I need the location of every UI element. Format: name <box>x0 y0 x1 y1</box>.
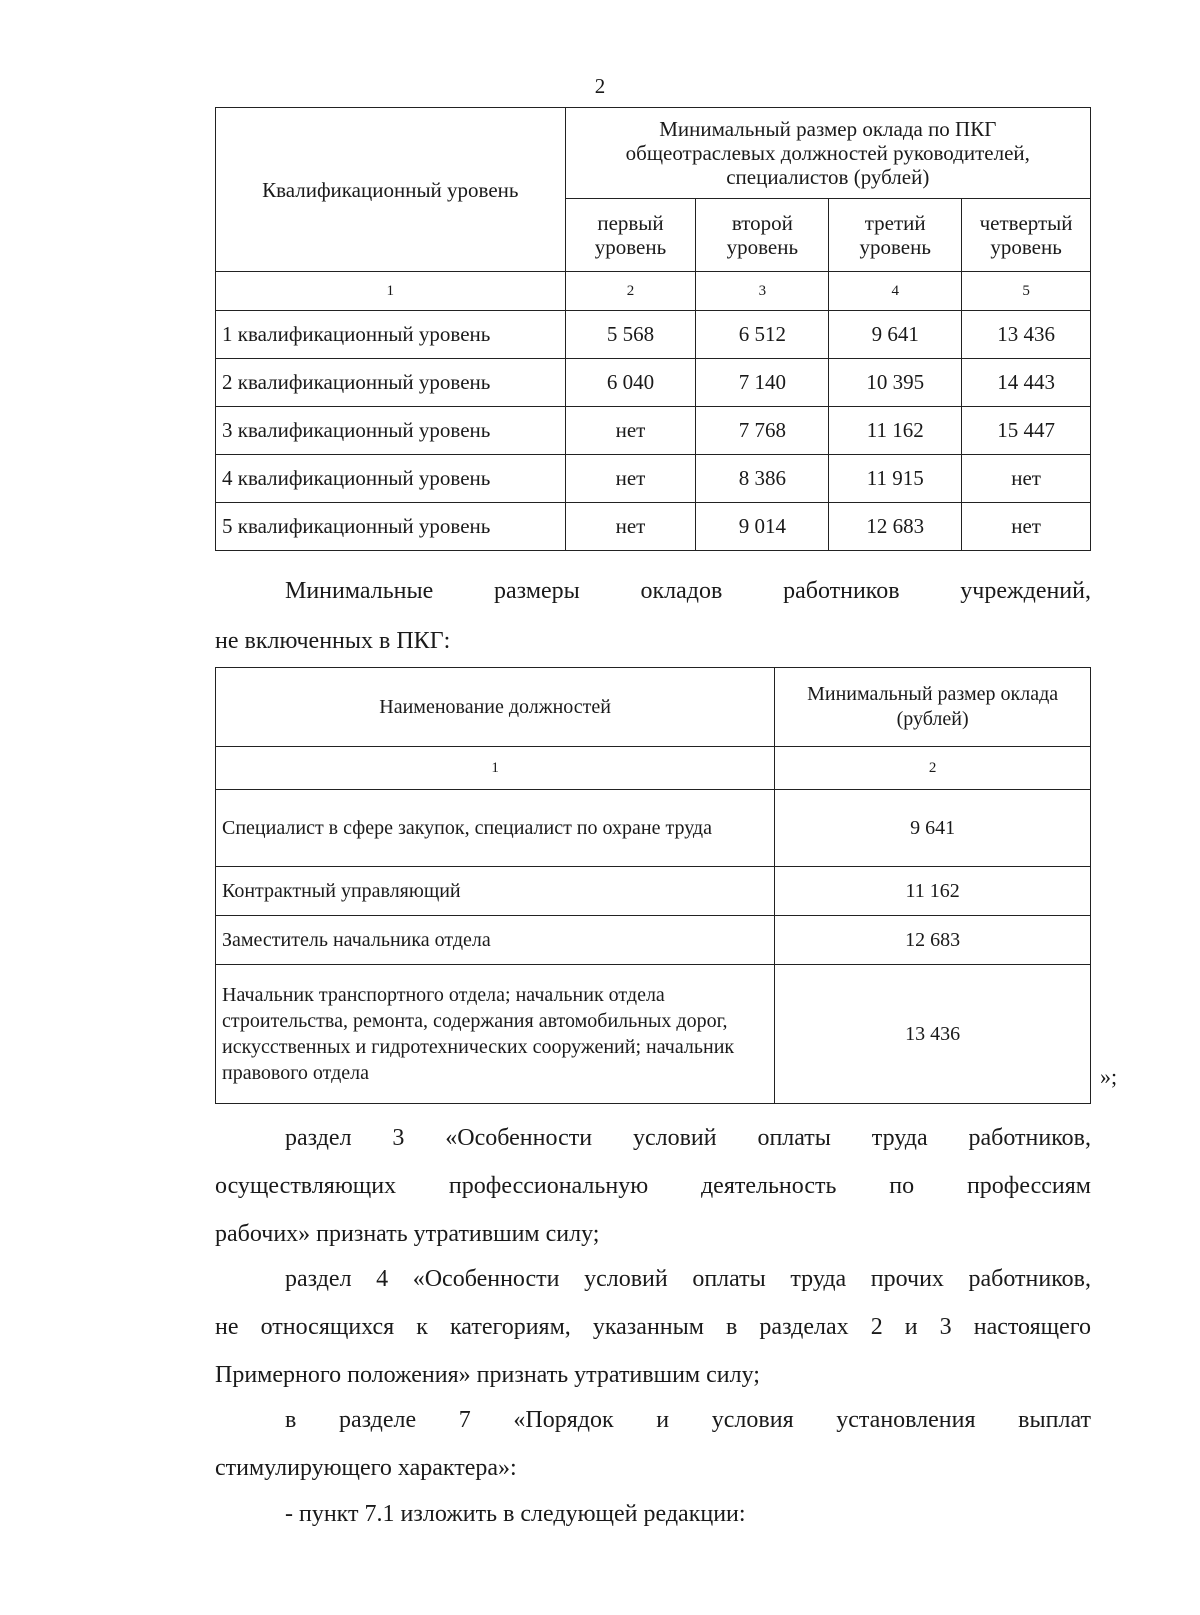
word: «Особенности <box>445 1125 593 1151</box>
word: выплат <box>1018 1407 1091 1433</box>
page-number: 2 <box>594 74 606 98</box>
word: Минимальные <box>285 578 434 604</box>
word: оплаты <box>692 1266 766 1292</box>
word: размеры <box>494 578 580 604</box>
section4-paragraph <box>215 1255 1091 1399</box>
word: настоящего <box>973 1314 1091 1340</box>
text-line <box>215 1303 1091 1351</box>
paragraph-intro-line2: не включенных в ПКГ: <box>215 628 451 654</box>
header-level: Квалификационный уровень <box>216 108 566 272</box>
header-sub: четвертый уровень <box>962 199 1091 272</box>
header-sub: третий уровень <box>829 199 962 272</box>
level-cell: 2 квалификационный уровень <box>216 359 566 407</box>
word: 2 <box>870 1314 883 1340</box>
word: условия <box>711 1407 794 1433</box>
word: прочих <box>870 1266 944 1292</box>
word: в <box>285 1407 297 1433</box>
header-sub: первый уровень <box>565 199 696 272</box>
word: разделах <box>759 1314 849 1340</box>
salary-cell: 8 386 <box>696 455 829 503</box>
word: указанным <box>592 1314 704 1340</box>
salary-table-pkg <box>215 107 1091 551</box>
word: окладов <box>640 578 723 604</box>
word: в <box>726 1314 738 1340</box>
col-number: 2 <box>565 272 696 311</box>
word: 3 <box>939 1314 952 1340</box>
salary-cell: 12 683 <box>829 503 962 551</box>
salary-cell: 11 162 <box>775 867 1091 916</box>
word: раздел <box>285 1266 352 1292</box>
word: оплаты <box>757 1125 831 1151</box>
level-cell: 4 квалификационный уровень <box>216 455 566 503</box>
paragraph-intro-line1 <box>215 578 1091 605</box>
table-row <box>216 407 1091 455</box>
table-row <box>216 359 1091 407</box>
position-name: Специалист в сфере закупок, специалист по охране труда <box>216 790 775 867</box>
word: относящихся <box>260 1314 395 1340</box>
salary-cell: 13 436 <box>962 311 1091 359</box>
salary-cell: 6 512 <box>696 311 829 359</box>
word: категориям, <box>450 1314 571 1340</box>
word: труда <box>790 1266 847 1292</box>
position-name: Начальник транспортного отдела; начальник отдела строительства, ремонта, содержания автомобильных дорог, искусственных и гидротехнических сооружений; начальник правового отдела <box>216 965 775 1104</box>
word: не <box>215 1314 239 1340</box>
salary-cell: 11 915 <box>829 455 962 503</box>
salary-cell: нет <box>565 455 696 503</box>
word: условий <box>632 1125 717 1151</box>
word: труда <box>871 1125 928 1151</box>
word: «Особенности <box>412 1266 560 1292</box>
table-row <box>216 790 1091 867</box>
word: осуществляющих <box>215 1173 397 1199</box>
salary-cell: 14 443 <box>962 359 1091 407</box>
word: «Порядок <box>513 1407 614 1433</box>
word: раздел <box>285 1125 352 1151</box>
salary-cell: 5 568 <box>565 311 696 359</box>
salary-cell: 9 641 <box>775 790 1091 867</box>
salary-cell: 12 683 <box>775 916 1091 965</box>
table-row <box>216 311 1091 359</box>
level-cell: 5 квалификационный уровень <box>216 503 566 551</box>
word: к <box>416 1314 428 1340</box>
col-number: 2 <box>775 747 1091 790</box>
word: установления <box>836 1407 976 1433</box>
col-number: 1 <box>216 272 566 311</box>
text-line: рабочих» признать утратившим силу; <box>215 1221 600 1247</box>
col-number: 5 <box>962 272 1091 311</box>
col-number: 4 <box>829 272 962 311</box>
word: работников, <box>968 1125 1091 1151</box>
word: работников <box>783 578 900 604</box>
header-salary: Минимальный размер оклада (рублей) <box>775 668 1091 747</box>
word: 3 <box>392 1125 405 1151</box>
word: условий <box>584 1266 668 1292</box>
header-group: Минимальный размер оклада по ПКГ общеотраслевых должностей руководителей, специалистов (рублей) <box>565 108 1090 199</box>
word: работников, <box>968 1266 1091 1292</box>
salary-cell: 7 768 <box>696 407 829 455</box>
word: 7 <box>458 1407 471 1433</box>
salary-cell: нет <box>565 503 696 551</box>
salary-cell: 7 140 <box>696 359 829 407</box>
col-number: 3 <box>696 272 829 311</box>
level-cell: 3 квалификационный уровень <box>216 407 566 455</box>
salary-cell: 6 040 <box>565 359 696 407</box>
col-number: 1 <box>216 747 775 790</box>
salary-cell: 15 447 <box>962 407 1091 455</box>
section3-paragraph <box>215 1114 1091 1258</box>
section7-paragraph <box>215 1396 1091 1492</box>
table-row <box>216 867 1091 916</box>
salary-cell: 13 436 <box>775 965 1091 1104</box>
salary-cell: 11 162 <box>829 407 962 455</box>
salary-cell: нет <box>962 503 1091 551</box>
text-line <box>215 1255 1091 1303</box>
header-name: Наименование должностей <box>216 668 775 747</box>
salary-cell: 9 014 <box>696 503 829 551</box>
position-name: Контрактный управляющий <box>216 867 775 916</box>
text-line: Примерного положения» признать утратившим силу; <box>215 1362 760 1388</box>
word: по <box>889 1173 915 1199</box>
word: и <box>904 1314 918 1340</box>
word: учреждений, <box>960 578 1091 604</box>
word: деятельность <box>700 1173 837 1199</box>
salary-cell: нет <box>565 407 696 455</box>
level-cell: 1 квалификационный уровень <box>216 311 566 359</box>
salary-cell: 10 395 <box>829 359 962 407</box>
position-name: Заместитель начальника отдела <box>216 916 775 965</box>
table-row <box>216 503 1091 551</box>
table-row <box>216 965 1091 1104</box>
word: и <box>656 1407 670 1433</box>
text-line <box>215 1114 1091 1162</box>
text-line: стимулирующего характера»: <box>215 1455 517 1481</box>
text-line <box>215 1162 1091 1210</box>
table-row <box>216 916 1091 965</box>
text-line <box>215 1396 1091 1444</box>
salary-cell: нет <box>962 455 1091 503</box>
table-row <box>216 455 1091 503</box>
salary-table-other <box>215 667 1091 1104</box>
header-sub: второй уровень <box>696 199 829 272</box>
closing-quote: »; <box>1100 1064 1118 1089</box>
word: разделе <box>338 1407 417 1433</box>
word: 4 <box>376 1266 389 1292</box>
item-7-1: - пункт 7.1 изложить в следующей редакции: <box>285 1501 746 1527</box>
salary-cell: 9 641 <box>829 311 962 359</box>
word: профессиональную <box>448 1173 649 1199</box>
word: профессиям <box>966 1173 1091 1199</box>
